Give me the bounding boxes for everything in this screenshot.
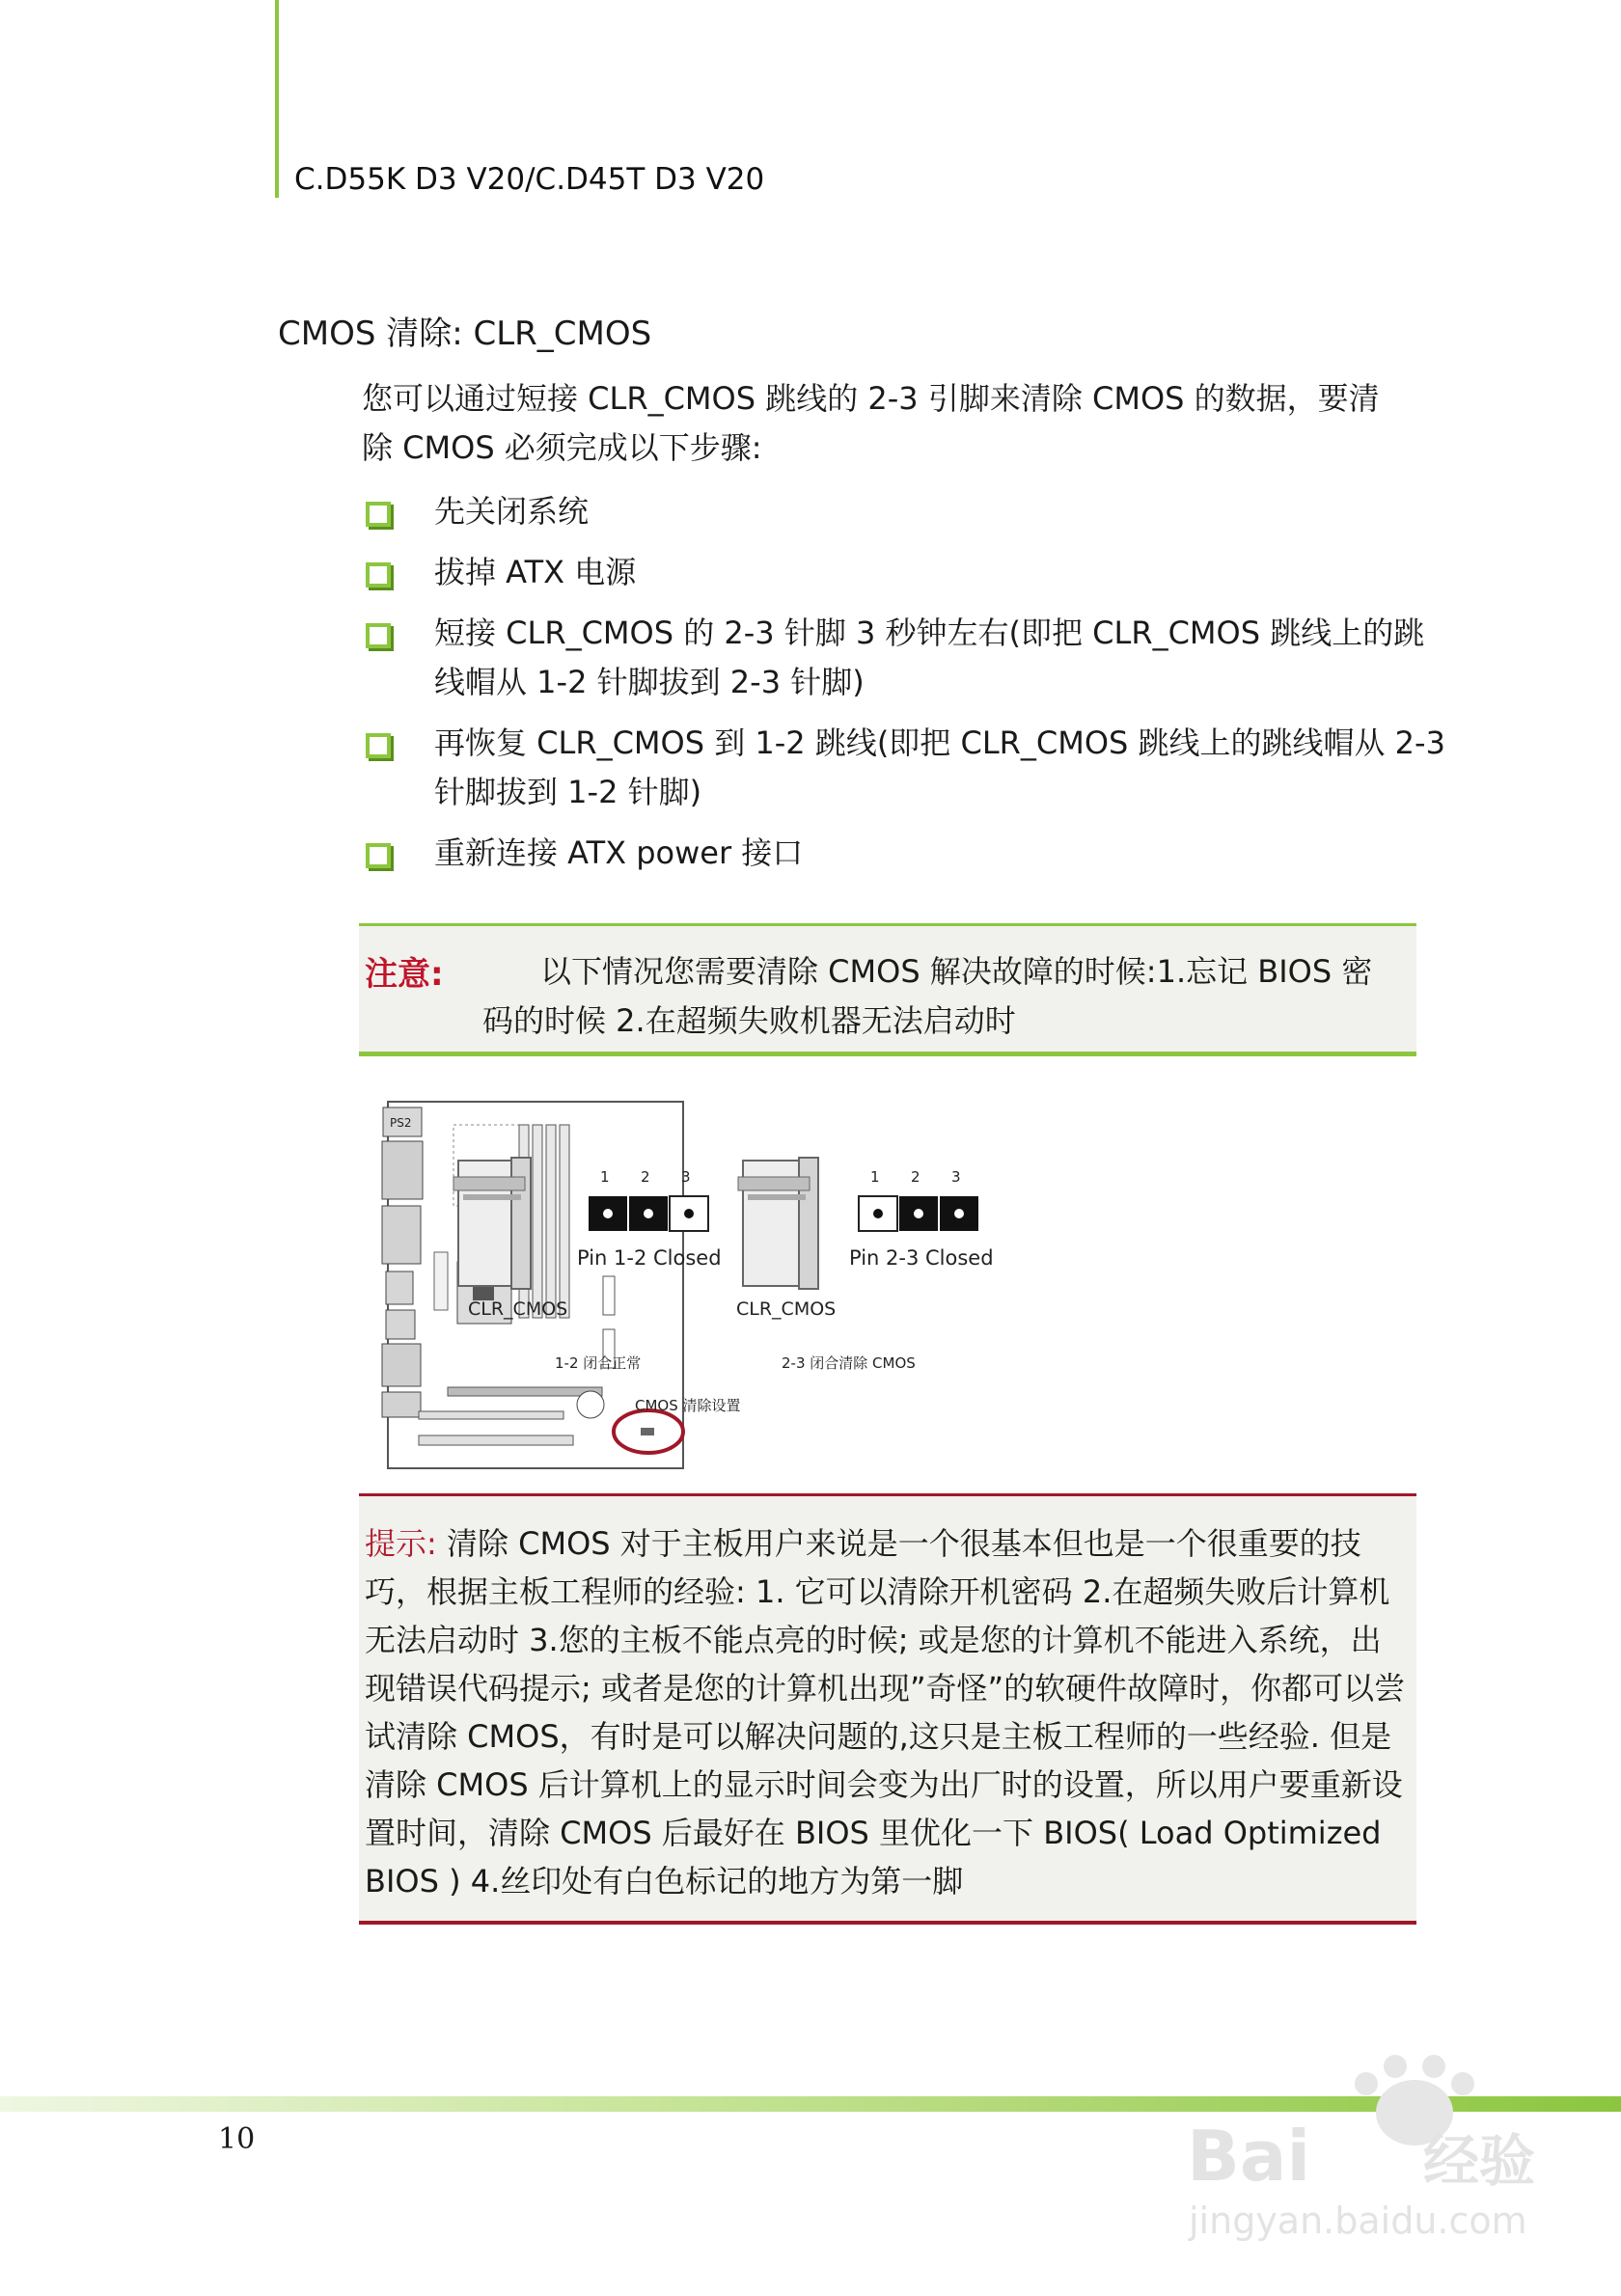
hint-paragraph (365, 1519, 1412, 1905)
step-text: 拔掉 ATX 电源 (434, 554, 637, 590)
ps2-label: PS2 (390, 1116, 412, 1130)
watermark-brand-left: Bai (1187, 2116, 1311, 2197)
note-box (359, 923, 1416, 1056)
pin-label-2: 2 (911, 1168, 920, 1186)
pin-label-2: 2 (641, 1168, 650, 1186)
pin-state-left: Pin 1-2 Closed (577, 1246, 722, 1270)
checkbox-bullet-icon (366, 623, 391, 648)
pin-label-1: 1 (870, 1168, 880, 1186)
jumper-name-left: CLR_CMOS (468, 1298, 568, 1320)
hint-label: 提示: (365, 1525, 437, 1562)
list-item (362, 719, 1447, 817)
watermark-brand-right: 经验 (1423, 2128, 1536, 2194)
watermark-url: jingyan.baidu.com (1189, 2200, 1527, 2242)
step-text: 再恢复 CLR_CMOS 到 1-2 跳线(即把 CLR_CMOS 跳线上的跳线帽从 2-3 针脚拔到 1-2 针脚) (434, 724, 1445, 810)
step-list (362, 487, 1447, 889)
step-text: 先关闭系统 (434, 493, 590, 530)
jumper-caption-left: 1-2 闭合正常 (555, 1354, 642, 1372)
pin-label-1: 1 (600, 1168, 610, 1186)
note-text: 以下情况您需要清除 CMOS 解决故障的时候:1.忘记 BIOS 密码的时候 2.在超频失败机器无法启动时 (482, 953, 1373, 1039)
header-model-title: C.D55K D3 V20/C.D45T D3 V20 (294, 162, 765, 197)
checkbox-bullet-icon (366, 562, 391, 588)
page-number: 10 (218, 2122, 256, 2156)
hint-box (359, 1493, 1416, 1925)
pin-state-right: Pin 2-3 Closed (849, 1246, 994, 1270)
header-accent-bar (275, 0, 279, 198)
note-label: 注意: (365, 955, 444, 994)
list-item (362, 609, 1447, 707)
checkbox-bullet-icon (366, 733, 391, 758)
hint-text: 清除 CMOS 对于主板用户来说是一个很基本但也是一个很重要的技巧，根据主板工程师的经验: 1. 它可以清除开机密码 2.在超频失败后计算机无法启动时 3.您的主板不能点亮的时候; 或是您的计算机不能进入系统，出现错误代码提示; 或者是您的计算机出现”奇怪”的软硬件故障时，你都可以尝试清除 CMOS，有时是可以解决问题的,这只是主板工程师的一些经验. 但是清除 CMOS 后计算机上的显示时间会变为出厂时的设置，所以用户要重新设置时间，清除 CMOS 后最好在 BIOS 里优化一下 BIOS( Load Optimized BIOS ) 4.丝印处有白色标记的地方为第一脚 (365, 1525, 1406, 1900)
jumper-cap-illustration-left (453, 1158, 531, 1289)
checkbox-bullet-icon (366, 502, 391, 527)
jumper-caption-right: 2-3 闭合清除 CMOS (782, 1354, 916, 1372)
pin-label-3: 3 (951, 1168, 961, 1186)
clr-cmos-diagram (376, 1088, 1467, 1474)
step-text: 短接 CLR_CMOS 的 2-3 针脚 3 秒钟左右(即把 CLR_CMOS 跳线上的跳线帽从 1-2 针脚拔到 2-3 针脚) (434, 615, 1425, 700)
section-title: CMOS 清除: CLR_CMOS (278, 314, 652, 353)
baidu-watermark (1177, 2045, 1563, 2257)
intro-line-1: 您可以通过短接 CLR_CMOS 跳线的 2-3 引脚来清除 CMOS 的数据，要清 (362, 380, 1380, 417)
jumper-name-right: CLR_CMOS (736, 1298, 837, 1320)
list-item (362, 548, 1447, 597)
intro-paragraph (362, 374, 1423, 473)
pin-label-3: 3 (681, 1168, 691, 1186)
checkbox-bullet-icon (366, 843, 391, 868)
diagram-caption: CMOS 清除设置 (635, 1397, 741, 1414)
step-text: 重新连接 ATX power 接口 (434, 834, 804, 871)
list-item (362, 829, 1447, 878)
list-item (362, 487, 1447, 536)
intro-line-2: 除 CMOS 必须完成以下步骤: (362, 429, 762, 466)
jumper-cap-illustration-right (738, 1158, 818, 1289)
